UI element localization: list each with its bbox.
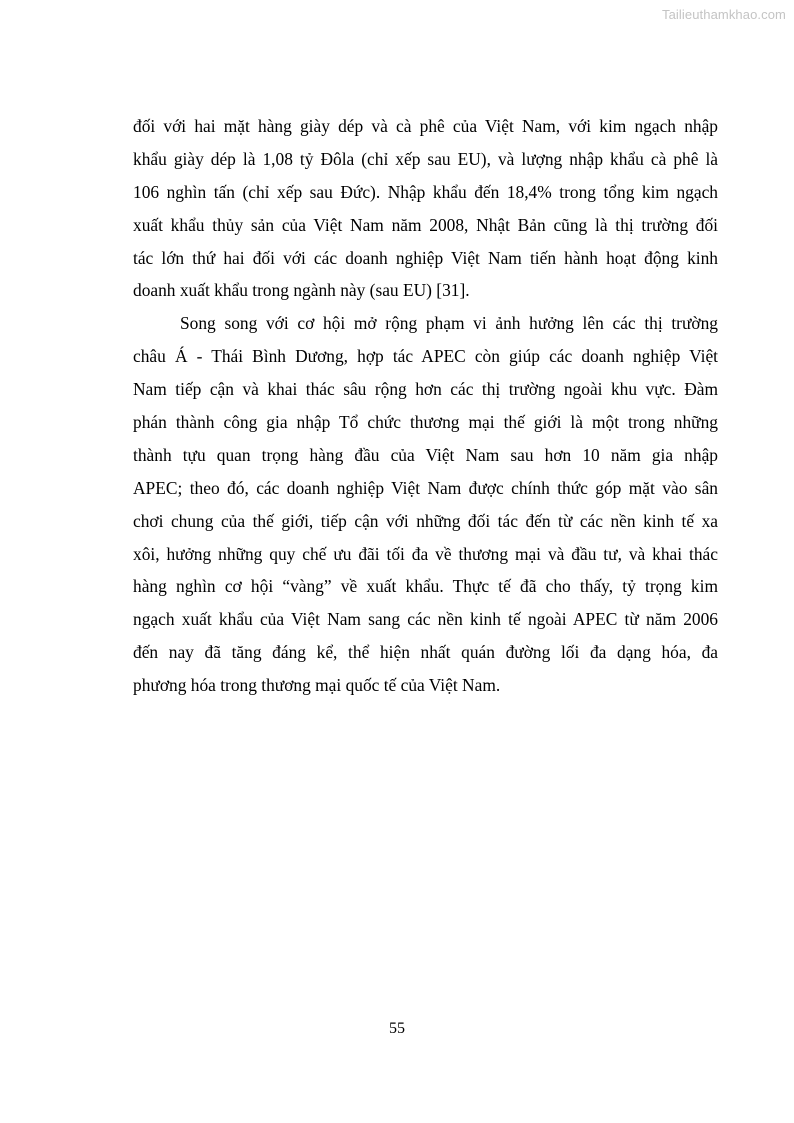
text-line: Song song với cơ hội mở rộng phạm vi ảnh hưởng lên các thị trường <box>180 313 718 334</box>
text-line: Nam tiếp cận và khai thác sâu rộng hơn các thị trường ngoài khu vực. Đàm <box>133 379 718 400</box>
page-number: 55 <box>389 1020 405 1037</box>
text-line: doanh xuất khẩu trong ngành này (sau EU) [31]. <box>133 280 470 301</box>
text-line: tác lớn thứ hai đối với các doanh nghiệp Việt Nam tiến hành hoạt động kinh <box>133 247 718 268</box>
paragraph-1 <box>133 110 718 307</box>
text-line: đến nay đã tăng đáng kể, thể hiện nhất quán đường lối đa dạng hóa, đa <box>133 642 718 663</box>
text-line: thành tựu quan trọng hàng đầu của Việt Nam sau hơn 10 năm gia nhập <box>133 444 718 465</box>
text-line: 106 nghìn tấn (chỉ xếp sau Đức). Nhập khẩu đến 18,4% trong tổng kim ngạch <box>133 181 718 202</box>
paragraph-2 <box>133 307 718 702</box>
document-body <box>133 110 718 702</box>
text-line: châu Á - Thái Bình Dương, hợp tác APEC còn giúp các doanh nghiệp Việt <box>133 346 718 367</box>
text-line: khẩu giày dép là 1,08 tỷ Đôla (chỉ xếp sau EU), và lượng nhập khẩu cà phê là <box>133 148 718 169</box>
text-line: xuất khẩu thủy sản của Việt Nam năm 2008, Nhật Bản cũng là thị trường đối <box>133 214 718 235</box>
text-line: hàng nghìn cơ hội “vàng” về xuất khẩu. Thực tế đã cho thấy, tỷ trọng kim <box>133 576 718 597</box>
text-line: đối với hai mặt hàng giày dép và cà phê của Việt Nam, với kim ngạch nhập <box>133 116 718 136</box>
text-line: ngạch xuất khẩu của Việt Nam sang các nền kinh tế ngoài APEC từ năm 2006 <box>133 609 718 630</box>
watermark-text: Tailieuthamkhao.com <box>661 7 786 22</box>
text-line: chơi chung của thế giới, tiếp cận với những đối tác đến từ các nền kinh tế xa <box>133 510 718 531</box>
text-line: phán thành công gia nhập Tổ chức thương mại thế giới là một trong những <box>133 412 718 433</box>
text-line: phương hóa trong thương mại quốc tế của Việt Nam. <box>133 675 501 696</box>
text-line: xôi, hưởng những quy chế ưu đãi tối đa về thương mại và đầu tư, và khai thác <box>133 543 718 564</box>
text-line: APEC; theo đó, các doanh nghiệp Việt Nam được chính thức góp mặt vào sân <box>133 477 718 498</box>
